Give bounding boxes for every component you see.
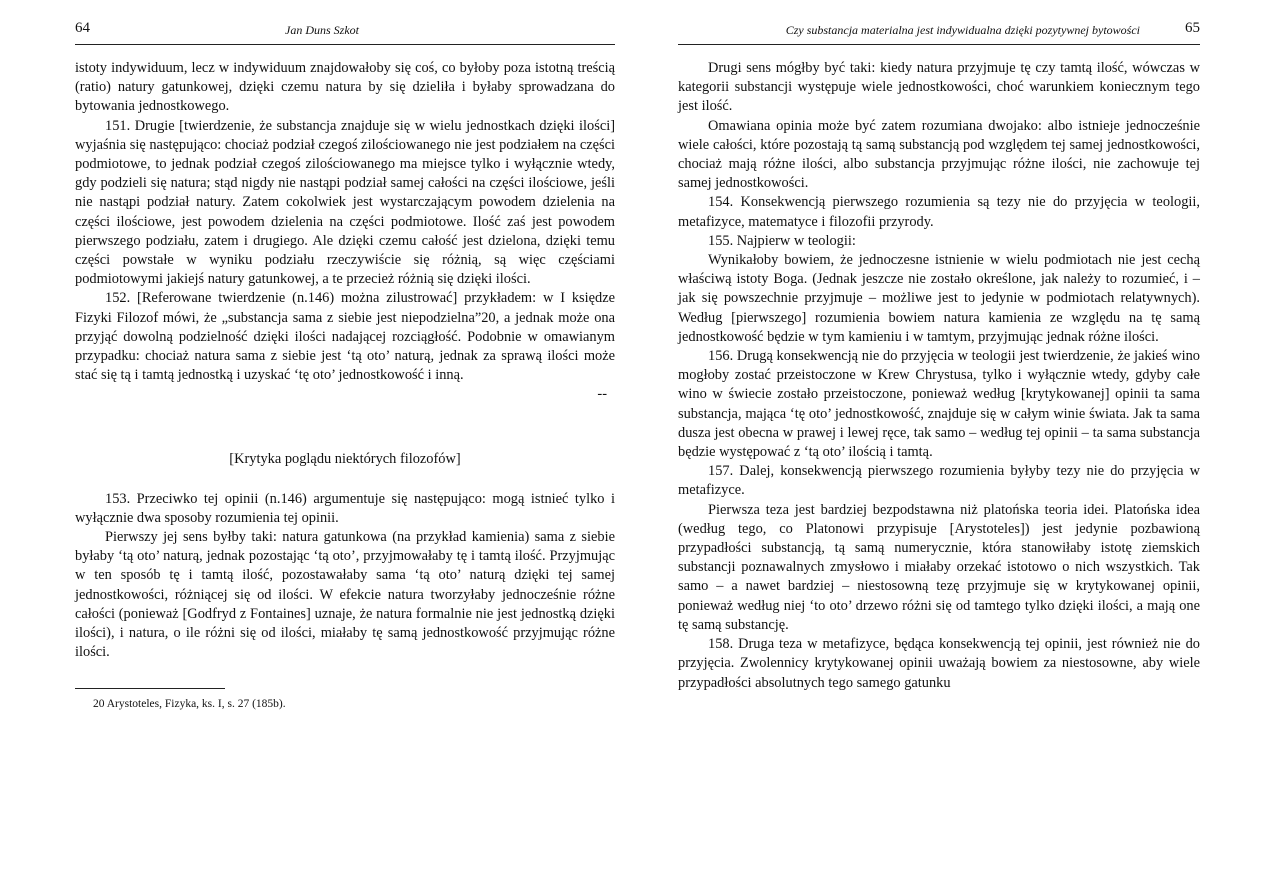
paragraph: Pierwszy jej sens byłby taki: natura gatunkowa (na przykład kamienia) sama z siebie byłaby ‘tą oto’ naturą, jednak pozostając ‘tą oto’, przyjmowałaby tę i tamtą ilość. Przyjmując w ten sposób tę i tamtą ilość, pozostawałaby sama ‘tą oto’ naturą dzięki tej samej jednostkowości, różniącej się od ilości. W efekcie natura tworzyłaby jednocześnie różne całości (ponieważ [Godfryd z Fontaines] uznaje, że natura formalnie nie jest jednostką dzięki ilości), i natura, o ile różni się od ilości, miałaby tę samą jednostkowość przyjmując różne ilości. <box>75 529 615 661</box>
running-header <box>75 20 615 45</box>
page-number: 64 <box>75 20 90 36</box>
running-header <box>678 20 1200 45</box>
left-body-text <box>75 59 615 712</box>
paragraph: Pierwsza teza jest bardziej bezpodstawna niż platońska teoria idei. Platońska idea (według tego, co Platonowi przypisuje [Arystoteles]) jest jedynie pozbawioną przypadłości substancją, tą samą numerycznie, która stanowiłaby istotę ziemskich substancji poznawalnych zmysłowo i miałaby orzekać istotowo o nich wszystkich. Tak samo – a nawet bardziej – niestosowną tezę przyjmuje się w krytykowanej opinii, ponieważ według niej ‘to oto’ drzewo różni się od tamtego tylko dzięki ilości, a mają one tę samą substancję. <box>678 501 1200 633</box>
right-page <box>678 0 1200 693</box>
left-page <box>75 0 615 712</box>
paragraph: Omawiana opinia może być zatem rozumiana dwojako: albo istnieje jednocześnie wiele całości, które pozostają tą samą substancją pod względem tej samej jednostkowości, chociaż mają różne ilości, albo substancja przyjmując różne ilości, nie zachowuje tej samej jednostkowości. <box>678 117 1200 192</box>
running-head-title: Jan Duns Szkot <box>285 23 359 37</box>
paragraph: Drugi sens mógłby być taki: kiedy natura przyjmuje tę czy tamtą ilość, wówczas w kategorii substancji występuje wiele jednostkowości, choć warunkiem koniecznym tego jest ilość. <box>678 60 1200 115</box>
paragraph: 156. Drugą konsekwencją nie do przyjęcia w teologii jest twierdzenie, że jakieś wino mogłoby zostać przeistoczone w Krew Chrystusa, tylko i wyłącznie wtedy, gdyby całe wino w świecie zostało przeistoczone, ponieważ według [krytykowanej] opinii ta sama substancja, mająca ‘tę oto’ jednostkowość, znajduje się w całym winie świata. Jak ta sama dusza jest obecna w prawej i lewej ręce, tak samo – według tej opinii – ta sama substancja będzie występować z ‘tą oto’ ilością i tamtą. <box>678 348 1200 461</box>
footnote: 20 Arystoteles, Fizyka, ks. I, s. 27 (185b). <box>93 698 286 711</box>
paragraph: Wynikałoby bowiem, że jednoczesne istnienie w wielu podmiotach nie jest cechą właściwą istoty Boga. (Jednak jeszcze nie zostało określone, jak należy to rozumieć, i – jak się powszechnie przyjmuje – możliwe jest to jedynie w podmiotach relatywnych). Według [pierwszego] rozumienia bowiem natura kamienia ze względu na tę samą jednostkowość będzie w tym kamieniu i w tamtym, przyjmując jednak różne ilości. <box>678 252 1200 345</box>
footnote-rule <box>75 688 225 689</box>
paragraph: 155. Najpierw w teologii: <box>708 232 856 249</box>
paragraph: 154. Konsekwencją pierwszego rozumienia są tezy nie do przyjęcia w teologii, metafizyce, matematyce i filozofii przyrody. <box>678 194 1200 230</box>
running-head-title: Czy substancja materialna jest indywidualna dzięki pozytywnej bytowości <box>785 23 1140 37</box>
page-number: 65 <box>1185 20 1200 36</box>
paragraph: 158. Druga teza w metafizyce, będąca konsekwencją tej opinii, jest również nie do przyjęcia. Zwolennicy krytykowanej opinii uważają bowiem za niestosowne, aby wiele przypadłości absolutnych tego samego gatunku <box>678 636 1200 691</box>
paragraph: istoty indywiduum, lecz w indywiduum znajdowałoby się coś, co byłoby poza istotną treścią (ratio) natury gatunkowej, dzięki czemu natura by się dzieliła i byłaby sprowadzana do bytowania jednostkowego. <box>75 60 615 115</box>
paragraph: 152. [Referowane twierdzenie (n.146) można zilustrować] przykładem: w I księdze Fizyki Filozof mówi, że „substancja sama z siebie jest niepodzielna”20, a jednak może ona przyjąć dowolną podzielność dzięki ilości nadającej rozciągłość. Podobnie w omawianym przypadku: chociaż natura sama z siebie jest ‘tą oto’ naturą, jednak za sprawą ilości może stać się tą i tamtą jednostką i uzyskać ‘tę oto’ jednostkowość i inną. <box>75 290 615 384</box>
section-heading: [Krytyka poglądu niektórych filozofów] <box>229 451 461 468</box>
dash-line <box>75 385 615 404</box>
paragraph: 151. Drugie [twierdzenie, że substancja znajduje się w wielu jednostkach dzięki ilości] wyjaśnia się następująco: chociaż podział czegoś zilościowanego nie jest podziałem na części podmiotowe, to jednak podział czegoś zilościowanego ma miejsce tylko i wyłącznie wtedy, gdy podzieli się natura; stąd nigdy nie nastąpi podział samej całości na części ilościowe, jeśli nie nastąpi podział natury. Zatem cokolwiek jest wystarczającym powodem dzielenia na części ilościowe, jest powodem dzielenia na części podmiotowe. Ilość zaś jest powodem pierwszego podziału, zatem i drugiego. Ale dzięki czemu całość jest dzielona, dzięki temu części powstałe w wyniku podziału rzeczywiście się różnią, są więc częściami podmiotowymi jakiejś natury gatunkowej, a te przecież różnią się dzięki ilości. <box>75 117 615 288</box>
right-body-text <box>678 59 1200 693</box>
dash-mark: -- <box>597 386 607 403</box>
paragraph: 153. Przeciwko tej opinii (n.146) argumentuje się następująco: mogą istnieć tylko i wyłącznie dwa sposoby rozumienia tej opinii. <box>75 490 615 526</box>
paragraph: 157. Dalej, konsekwencją pierwszego rozumienia byłyby tezy nie do przyjęcia w metafizyce. <box>678 463 1200 499</box>
